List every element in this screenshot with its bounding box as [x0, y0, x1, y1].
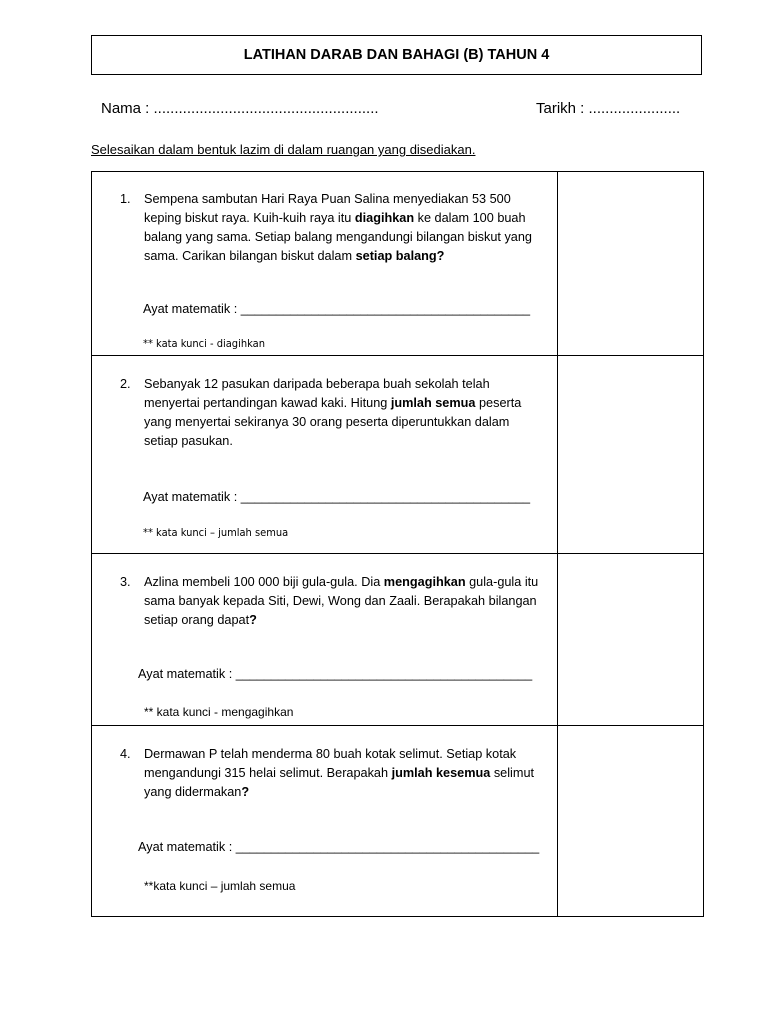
nama-field[interactable]: Nama : ......................................................: [101, 100, 379, 117]
question-keyword: mengagihkan: [383, 575, 466, 589]
question-keyword: jumlah kesemua: [391, 766, 491, 780]
question-text-part: selimut yang didermakan: [144, 766, 535, 799]
question-keyword: jumlah semua: [390, 396, 476, 410]
ayat-matematik-field[interactable]: Ayat matematik : ___________________________________________: [138, 840, 540, 854]
worksheet-title: LATIHAN DARAB DAN BAHAGI (B) TAHUN 4: [91, 35, 702, 75]
question-text: [144, 375, 544, 451]
answer-cell[interactable]: [558, 172, 704, 356]
question-row: [92, 726, 704, 917]
answer-cell[interactable]: [558, 554, 704, 726]
question-text-part: peserta yang menyertai sekiranya 30 orang peserta diperuntukkan dalam setiap pasukan.: [144, 396, 522, 448]
instruction-text: Selesaikan dalam bentuk lazim di dalam ruangan yang disediakan.: [91, 142, 476, 157]
answer-cell[interactable]: [558, 356, 704, 554]
question-text: [144, 573, 544, 630]
kata-kunci-note: ** kata kunci - mengagihkan: [144, 705, 294, 719]
question-cell: [92, 726, 558, 917]
kata-kunci-note: **kata kunci – jumlah semua: [144, 879, 296, 893]
ayat-matematik-field[interactable]: Ayat matematik : __________________________________________: [138, 667, 533, 681]
question-keyword: setiap balang?: [355, 249, 445, 263]
question-number: 1.: [120, 192, 131, 206]
kata-kunci-note: ** kata kunci – jumlah semua: [143, 526, 289, 539]
question-cell: [92, 356, 558, 554]
question-text-part: Azlina membeli 100 000 biji gula-gula. Dia: [144, 575, 384, 589]
question-text: [144, 190, 544, 266]
question-keyword: ?: [241, 785, 250, 799]
kata-kunci-note: ** kata kunci - diagihkan: [143, 337, 265, 350]
question-number: 4.: [120, 747, 131, 761]
question-keyword: diagihkan: [354, 211, 415, 225]
answer-cell[interactable]: [558, 726, 704, 917]
question-row: [92, 356, 704, 554]
question-text: [144, 745, 544, 802]
ayat-matematik-field[interactable]: Ayat matematik : _________________________________________: [143, 490, 531, 504]
tarikh-field[interactable]: Tarikh : ......................: [536, 100, 681, 117]
question-text-part: Sebanyak 12 pasukan daripada beberapa buah sekolah telah menyertai pertandingan kawad kaki. Hitung: [144, 377, 490, 410]
question-cell: [92, 172, 558, 356]
question-text-part: Sempena sambutan Hari Raya Puan Salina menyediakan 53 500 keping biskut raya. Kuih-kuih raya itu: [144, 192, 511, 225]
question-text-part: Dermawan P telah menderma 80 buah kotak selimut. Setiap kotak mengandungi 315 helai selimut. Berapakah: [144, 747, 517, 780]
question-text-part: ke dalam 100 buah balang yang sama. Setiap balang mengandungi bilangan biskut yang sama. Carikan bilangan biskut dalam: [144, 211, 532, 263]
question-number: 2.: [120, 377, 131, 391]
question-number: 3.: [120, 575, 131, 589]
ayat-matematik-field[interactable]: Ayat matematik : _________________________________________: [143, 302, 531, 316]
questions-table: [91, 171, 704, 917]
question-row: [92, 554, 704, 726]
question-row: [92, 172, 704, 356]
question-cell: [92, 554, 558, 726]
question-keyword: ?: [249, 613, 257, 627]
question-text-part: gula-gula itu sama banyak kepada Siti, Dewi, Wong dan Zaali. Berapakah bilangan setiap orang dapat: [144, 575, 539, 627]
